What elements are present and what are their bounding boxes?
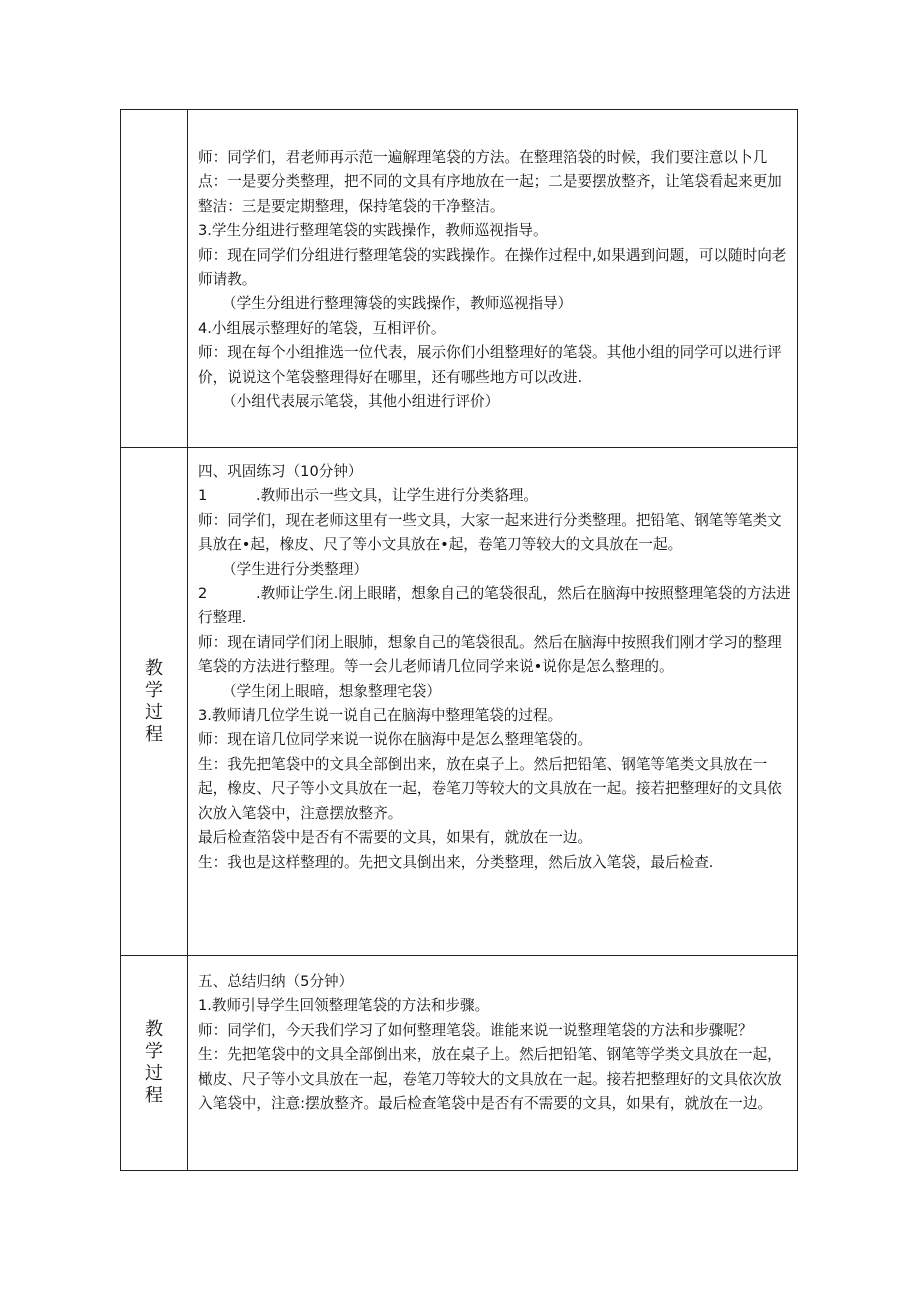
label-char: 过 — [145, 1063, 163, 1084]
paragraph: 师：同学们，君老师再示范一遍解理笔袋的方法。在整理箔袋的时候，我们要注意以卜几点：一是要分类整理，把不同的文具有序地放在一起；二是要摆放整齐，让笔袋看起来更加整洁：三是要定期整理，保持笔袋的干净整洁。 — [198, 149, 782, 215]
paragraph: 生：我先把笔袋中的文具全部倒出来，放在桌子上。然后把铅笔、钢笔等笔类文具放在一起，橡皮、尺子等小文具放在一起，卷笔刀等较大的文具放在一起。接若把整理好的文具依次放入笔袋中，注意摆放整齐。 — [198, 755, 782, 822]
paragraph: （学生分组进行整理簿袋的实践操作，教师巡视指导） — [222, 295, 573, 313]
item-number: 2 — [198, 585, 208, 603]
row-content-cell — [188, 956, 798, 1171]
label-char: 教 — [145, 657, 163, 679]
row-label-cell — [121, 956, 188, 1171]
paragraph: 生：我也是这样整理的。先把文具倒出来，分类整理，然后放入笔袋，最后检查. — [198, 853, 714, 871]
paragraph: （学生闭上眼暗，想象整理宅袋） — [222, 682, 441, 700]
row-label-cell — [121, 448, 188, 956]
label-char: 学 — [145, 679, 163, 701]
item-text: .教师出示一些文具，让学生进行分类貉理。 — [256, 487, 538, 505]
paragraph: 师：现在谙几位同学来说一说你在脑海中是怎么整理笔袋的。 — [198, 731, 593, 749]
section-heading: 四、巩固练习（10分钟） — [198, 463, 363, 480]
label-char: 程 — [145, 1085, 163, 1106]
paragraph: （学生进行分类整理） — [222, 560, 368, 578]
table-row — [121, 448, 798, 956]
paragraph: （小组代表展示笔袋，其他小组进行评价） — [222, 393, 500, 411]
label-char: 教 — [145, 1019, 163, 1040]
paragraph — [198, 582, 791, 631]
paragraph: 师：同学们，今天我们学习了如何整理笔袋。谁能来说一说整理笔袋的方法和步骤呢？ — [198, 1021, 753, 1039]
row-content-cell — [188, 110, 798, 448]
paragraph: 师：现在每个小组推选一位代表，展示你们小组整理好的笔袋。其他小组的同学可以进行评价，说说这个笔袋整理得好在哪里，还有哪些地方可以改进. — [198, 344, 782, 386]
paragraph: 师：现在同学们分组进行整理笔袋的实践操作。在操作过程中,如果遇到问题，可以随时向老师请教。 — [198, 246, 787, 289]
table-row — [121, 110, 798, 448]
label-char: 学 — [145, 1041, 163, 1062]
table-row — [121, 956, 798, 1171]
paragraph: 1.教师引导学生回领整理笔袋的方法和步骤。 — [198, 997, 490, 1015]
paragraph — [198, 484, 791, 508]
row-label — [121, 1019, 187, 1107]
paragraph: 师：现在请同学们闭上眼肺，想象自己的笔袋很乱。然后在脑海中按照我们刚才学习的整理笔袋的方法进行整理。等一会儿老师请几位同学来说•说你是怎么整理的。 — [198, 633, 782, 676]
row-label-cell — [121, 110, 188, 448]
paragraph: 3.教师请几位学生说一说自己在脑海中整理笔袋的过程。 — [198, 707, 563, 725]
paragraph: 最后检查箔袋中是否有不需要的文具，如果有，就放在一边。 — [198, 829, 593, 847]
section-heading: 五、总结归纳（5分钟） — [198, 973, 354, 990]
item-number: 1 — [198, 487, 208, 505]
label-char: 过 — [145, 701, 163, 723]
paragraph: 生：先把笔袋中的文具全部倒出来，放在桌子上。然后把铅笔、钢笔等学类文具放在一起，橄皮、尺子等小文具放在一起，卷笔刀等较大的文具放在一起。接若把整理好的文具依次放入笔袋中，注意:摆放整齐。最后检查笔袋中是否有不需要的文具，如果有，就放在一边。 — [198, 1046, 782, 1113]
paragraph: 3.学生分组进行整理笔袋的实践操作，教师巡视指导。 — [198, 222, 548, 240]
label-char: 程 — [145, 723, 163, 745]
lesson-plan-table — [120, 109, 798, 1171]
row-label — [121, 658, 187, 746]
row-content-cell — [188, 448, 798, 956]
paragraph: 师：同学们，现在老师这里有一些文具，大家一起来进行分类整理。把铅笔、钢笔等笔类文具放在•起，橡皮、尺了等小文具放在•起，卷笔刀等较大的文具放在一起。 — [198, 511, 782, 554]
paragraph: 4.小组展示整理好的笔袋，互相评价。 — [198, 319, 446, 337]
item-text: .教师让学生.闭上眼睹，想象自己的笔袋很乱，然后在脑海中按照整理笔袋的方法进行整理. — [198, 585, 791, 627]
